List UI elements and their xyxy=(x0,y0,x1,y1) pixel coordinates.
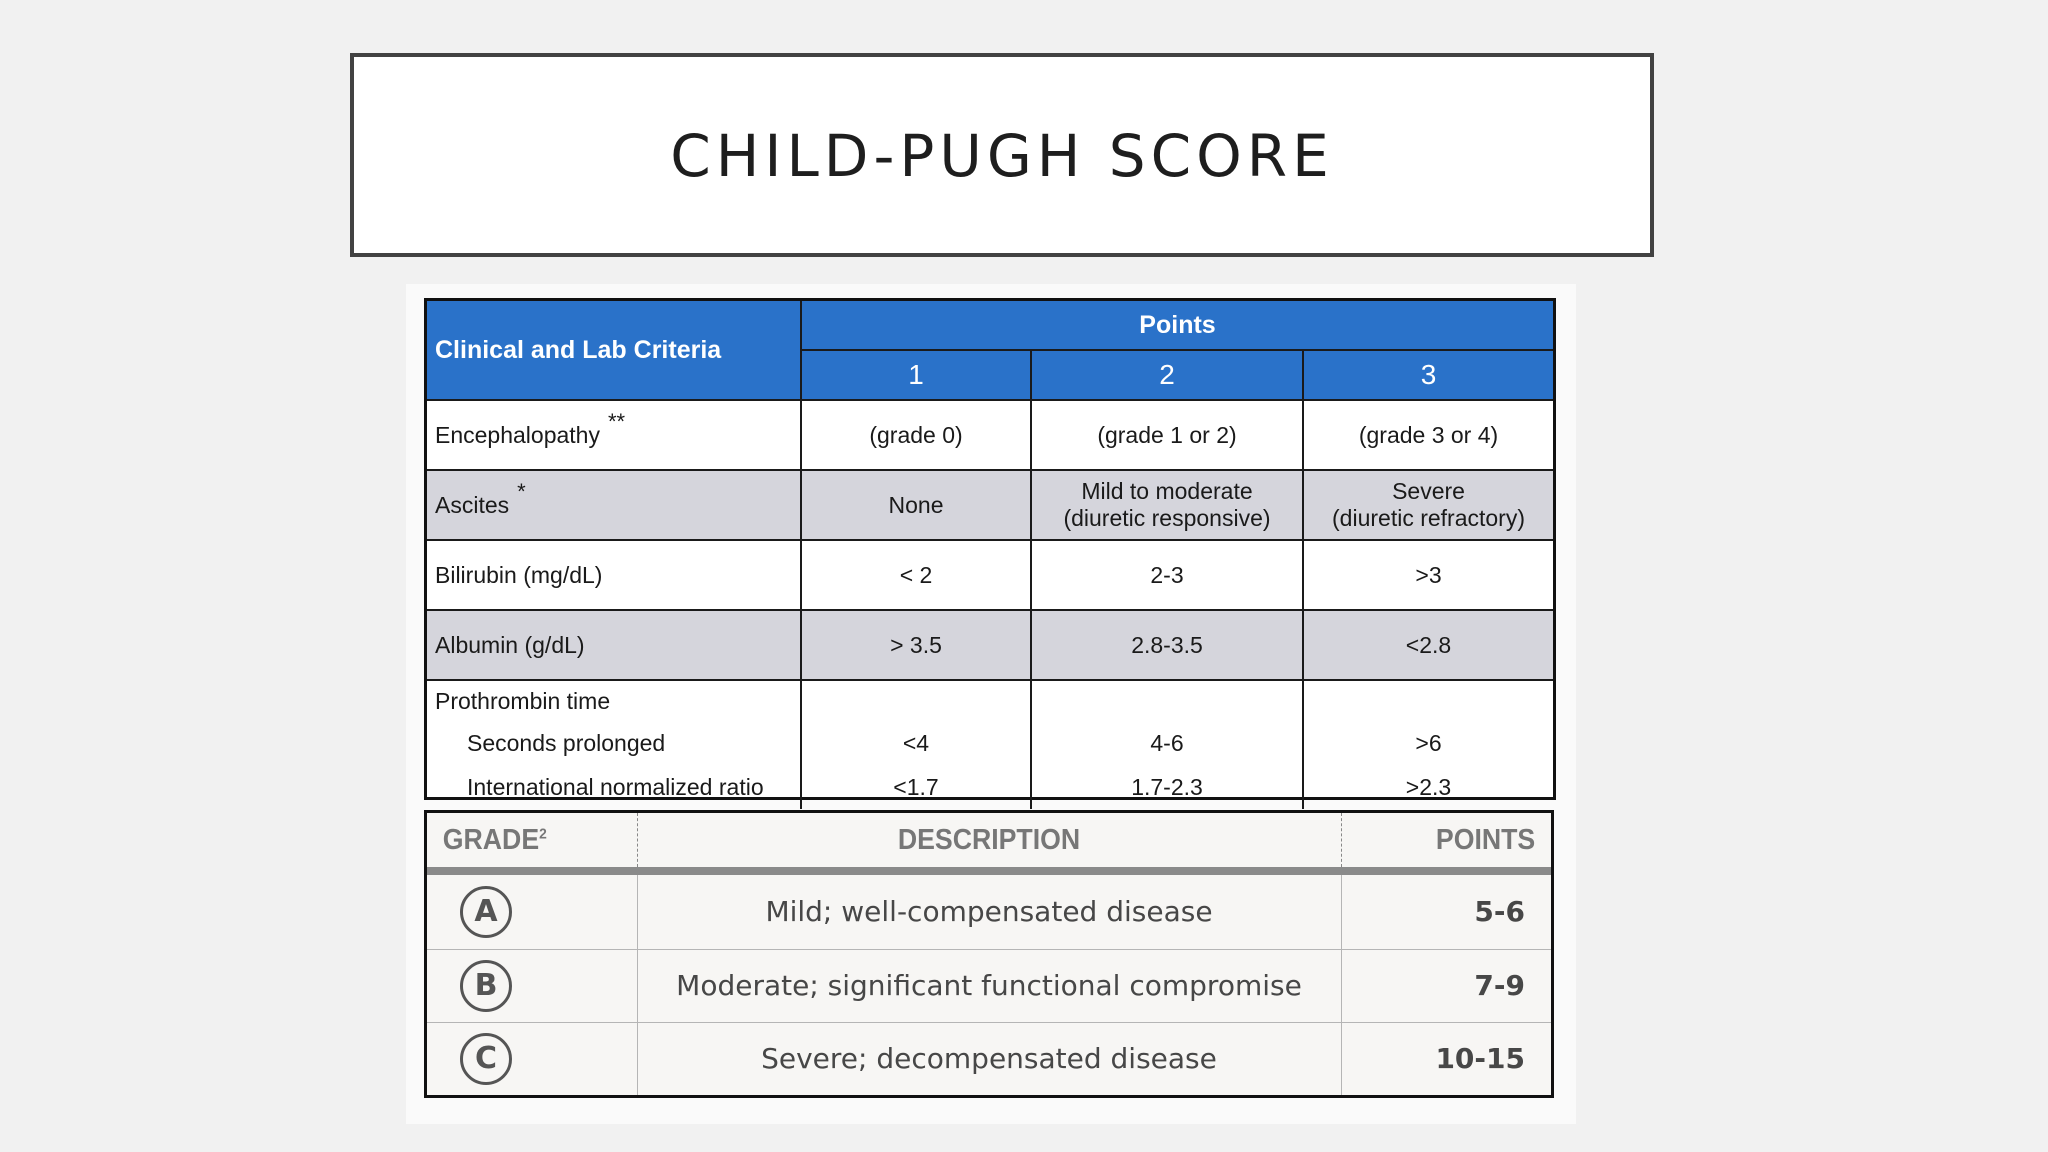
criteria-label: Prothrombin time xyxy=(435,688,611,714)
title-box xyxy=(350,53,1654,257)
criteria-cell xyxy=(427,680,801,809)
value-cell: (grade 0) xyxy=(801,400,1031,470)
value-line: 4-6 xyxy=(1150,730,1184,756)
value-line: Severe xyxy=(1392,478,1465,504)
grade-header xyxy=(435,813,628,871)
table-row xyxy=(427,400,1553,470)
points-cell: 5-6 xyxy=(1341,871,1551,949)
grade-badge: B xyxy=(460,960,512,1012)
points-column-3: 3 xyxy=(1303,350,1553,400)
description-cell: Moderate; significant functional compromise xyxy=(637,949,1341,1022)
value-cell xyxy=(1303,680,1553,809)
points-column-1: 1 xyxy=(801,350,1031,400)
value-line: (diuretic responsive) xyxy=(1063,505,1271,531)
description-cell: Mild; well-compensated disease xyxy=(637,871,1341,949)
footnote-marker: ** xyxy=(607,408,626,434)
points-header: POINTS xyxy=(1349,813,1542,871)
value-cell: 2-3 xyxy=(1031,540,1303,610)
value-line: Mild to moderate xyxy=(1081,478,1253,504)
description-header: DESCRIPTION xyxy=(665,813,1313,871)
value-line: <4 xyxy=(902,730,930,756)
description-cell: Severe; decompensated disease xyxy=(637,1022,1341,1095)
value-cell: (grade 1 or 2) xyxy=(1031,400,1303,470)
criteria-cell: Bilirubin (mg/dL) xyxy=(427,540,801,610)
value-cell: 2.8-3.5 xyxy=(1031,610,1303,680)
value-line: 1.7-2.3 xyxy=(1131,774,1203,800)
criteria-label: Encephalopathy xyxy=(435,421,600,448)
grade-cell xyxy=(427,1022,637,1095)
grade-badge: C xyxy=(460,1033,512,1085)
criteria-header: Clinical and Lab Criteria xyxy=(427,301,801,400)
footnote-marker: * xyxy=(517,478,526,504)
table-row xyxy=(427,540,1553,610)
grade-header-label: GRADE xyxy=(442,823,540,856)
table-row xyxy=(427,470,1553,540)
table-row xyxy=(427,1022,1551,1095)
criteria-sub-label: Seconds prolonged xyxy=(467,730,666,756)
table-row xyxy=(427,610,1553,680)
criteria-cell xyxy=(427,470,801,540)
child-pugh-figure xyxy=(406,284,1576,1124)
value-line: >2.3 xyxy=(1405,774,1452,800)
value-cell xyxy=(801,470,1031,540)
value-line: >6 xyxy=(1415,730,1442,756)
value-cell xyxy=(1031,470,1303,540)
grade-badge: A xyxy=(460,886,512,938)
value-line: (diuretic refractory) xyxy=(1332,505,1525,531)
criteria-label: Ascites xyxy=(435,491,510,518)
value-cell: (grade 3 or 4) xyxy=(1303,400,1553,470)
points-cell: 10-15 xyxy=(1341,1022,1551,1095)
grade-cell xyxy=(427,871,637,949)
value-cell xyxy=(801,680,1031,809)
table-row xyxy=(427,871,1551,949)
table-row xyxy=(427,680,1553,809)
slide-title: CHILD-PUGH SCORE xyxy=(670,122,1334,190)
value-cell: > 3.5 xyxy=(801,610,1031,680)
grade-cell xyxy=(427,949,637,1022)
value-cell xyxy=(1303,470,1553,540)
points-cell: 7-9 xyxy=(1341,949,1551,1022)
value-line: None xyxy=(888,491,944,518)
value-line: <1.7 xyxy=(893,774,939,800)
value-cell: >3 xyxy=(1303,540,1553,610)
criteria-sub-label: International normalized ratio xyxy=(467,774,764,800)
criteria-table xyxy=(424,298,1556,800)
value-cell: <2.8 xyxy=(1303,610,1553,680)
grade-table xyxy=(424,810,1554,1098)
table-row xyxy=(427,949,1551,1022)
criteria-cell: Albumin (g/dL) xyxy=(427,610,801,680)
points-header: Points xyxy=(801,301,1553,350)
points-column-2: 2 xyxy=(1031,350,1303,400)
value-cell xyxy=(1031,680,1303,809)
grade-header-footnote: 2 xyxy=(539,824,547,842)
value-cell: < 2 xyxy=(801,540,1031,610)
criteria-cell xyxy=(427,400,801,470)
